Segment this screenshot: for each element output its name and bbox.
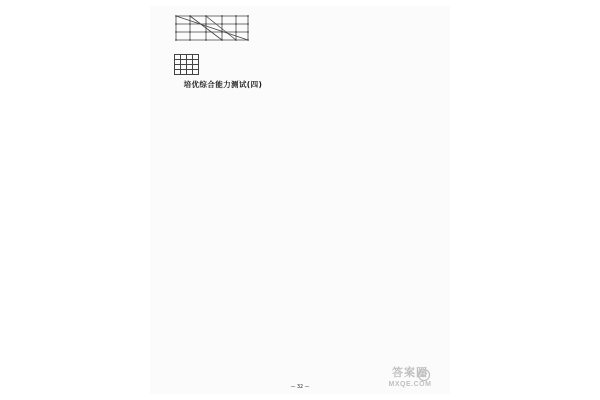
figure-node [189, 15, 191, 17]
figure-node [235, 31, 237, 33]
figure-node [247, 23, 249, 25]
figure-node [175, 31, 177, 33]
figure-node [247, 15, 249, 17]
figure-node [235, 15, 237, 17]
number-grid [174, 54, 199, 75]
figure-diagonal [176, 16, 248, 40]
figure-node [235, 39, 237, 41]
grid-row [175, 70, 199, 75]
figure-node [175, 23, 177, 25]
figure-node [189, 31, 191, 33]
geometry-figure-svg [168, 10, 256, 50]
site-watermark [378, 367, 442, 391]
answer-page [150, 6, 450, 394]
left-column [150, 6, 296, 383]
figure-node [235, 23, 237, 25]
figure-node [175, 15, 177, 17]
figure-diagonal [206, 16, 236, 40]
figure-node [205, 23, 207, 25]
watermark-top-text: 答案圈 [392, 367, 428, 379]
page-number: — 32 — [290, 385, 310, 390]
figure-node [247, 31, 249, 33]
figure-node [221, 31, 223, 33]
right-column [304, 6, 450, 383]
figure-node [221, 39, 223, 41]
figure-node [205, 31, 207, 33]
figure-node [221, 15, 223, 17]
figure-node [247, 39, 249, 41]
test-title: 培优综合能力测试(四) [183, 80, 263, 89]
page-columns [150, 6, 450, 381]
figure-node [189, 39, 191, 41]
figure-node [175, 39, 177, 41]
watermark-bottom-text: MXQE.COM [388, 381, 432, 388]
geometry-figure [168, 10, 256, 50]
figure-node [205, 39, 207, 41]
figure-node [189, 23, 191, 25]
figure-node [205, 15, 207, 17]
grid-cell [193, 70, 199, 75]
figure-node [221, 23, 223, 25]
